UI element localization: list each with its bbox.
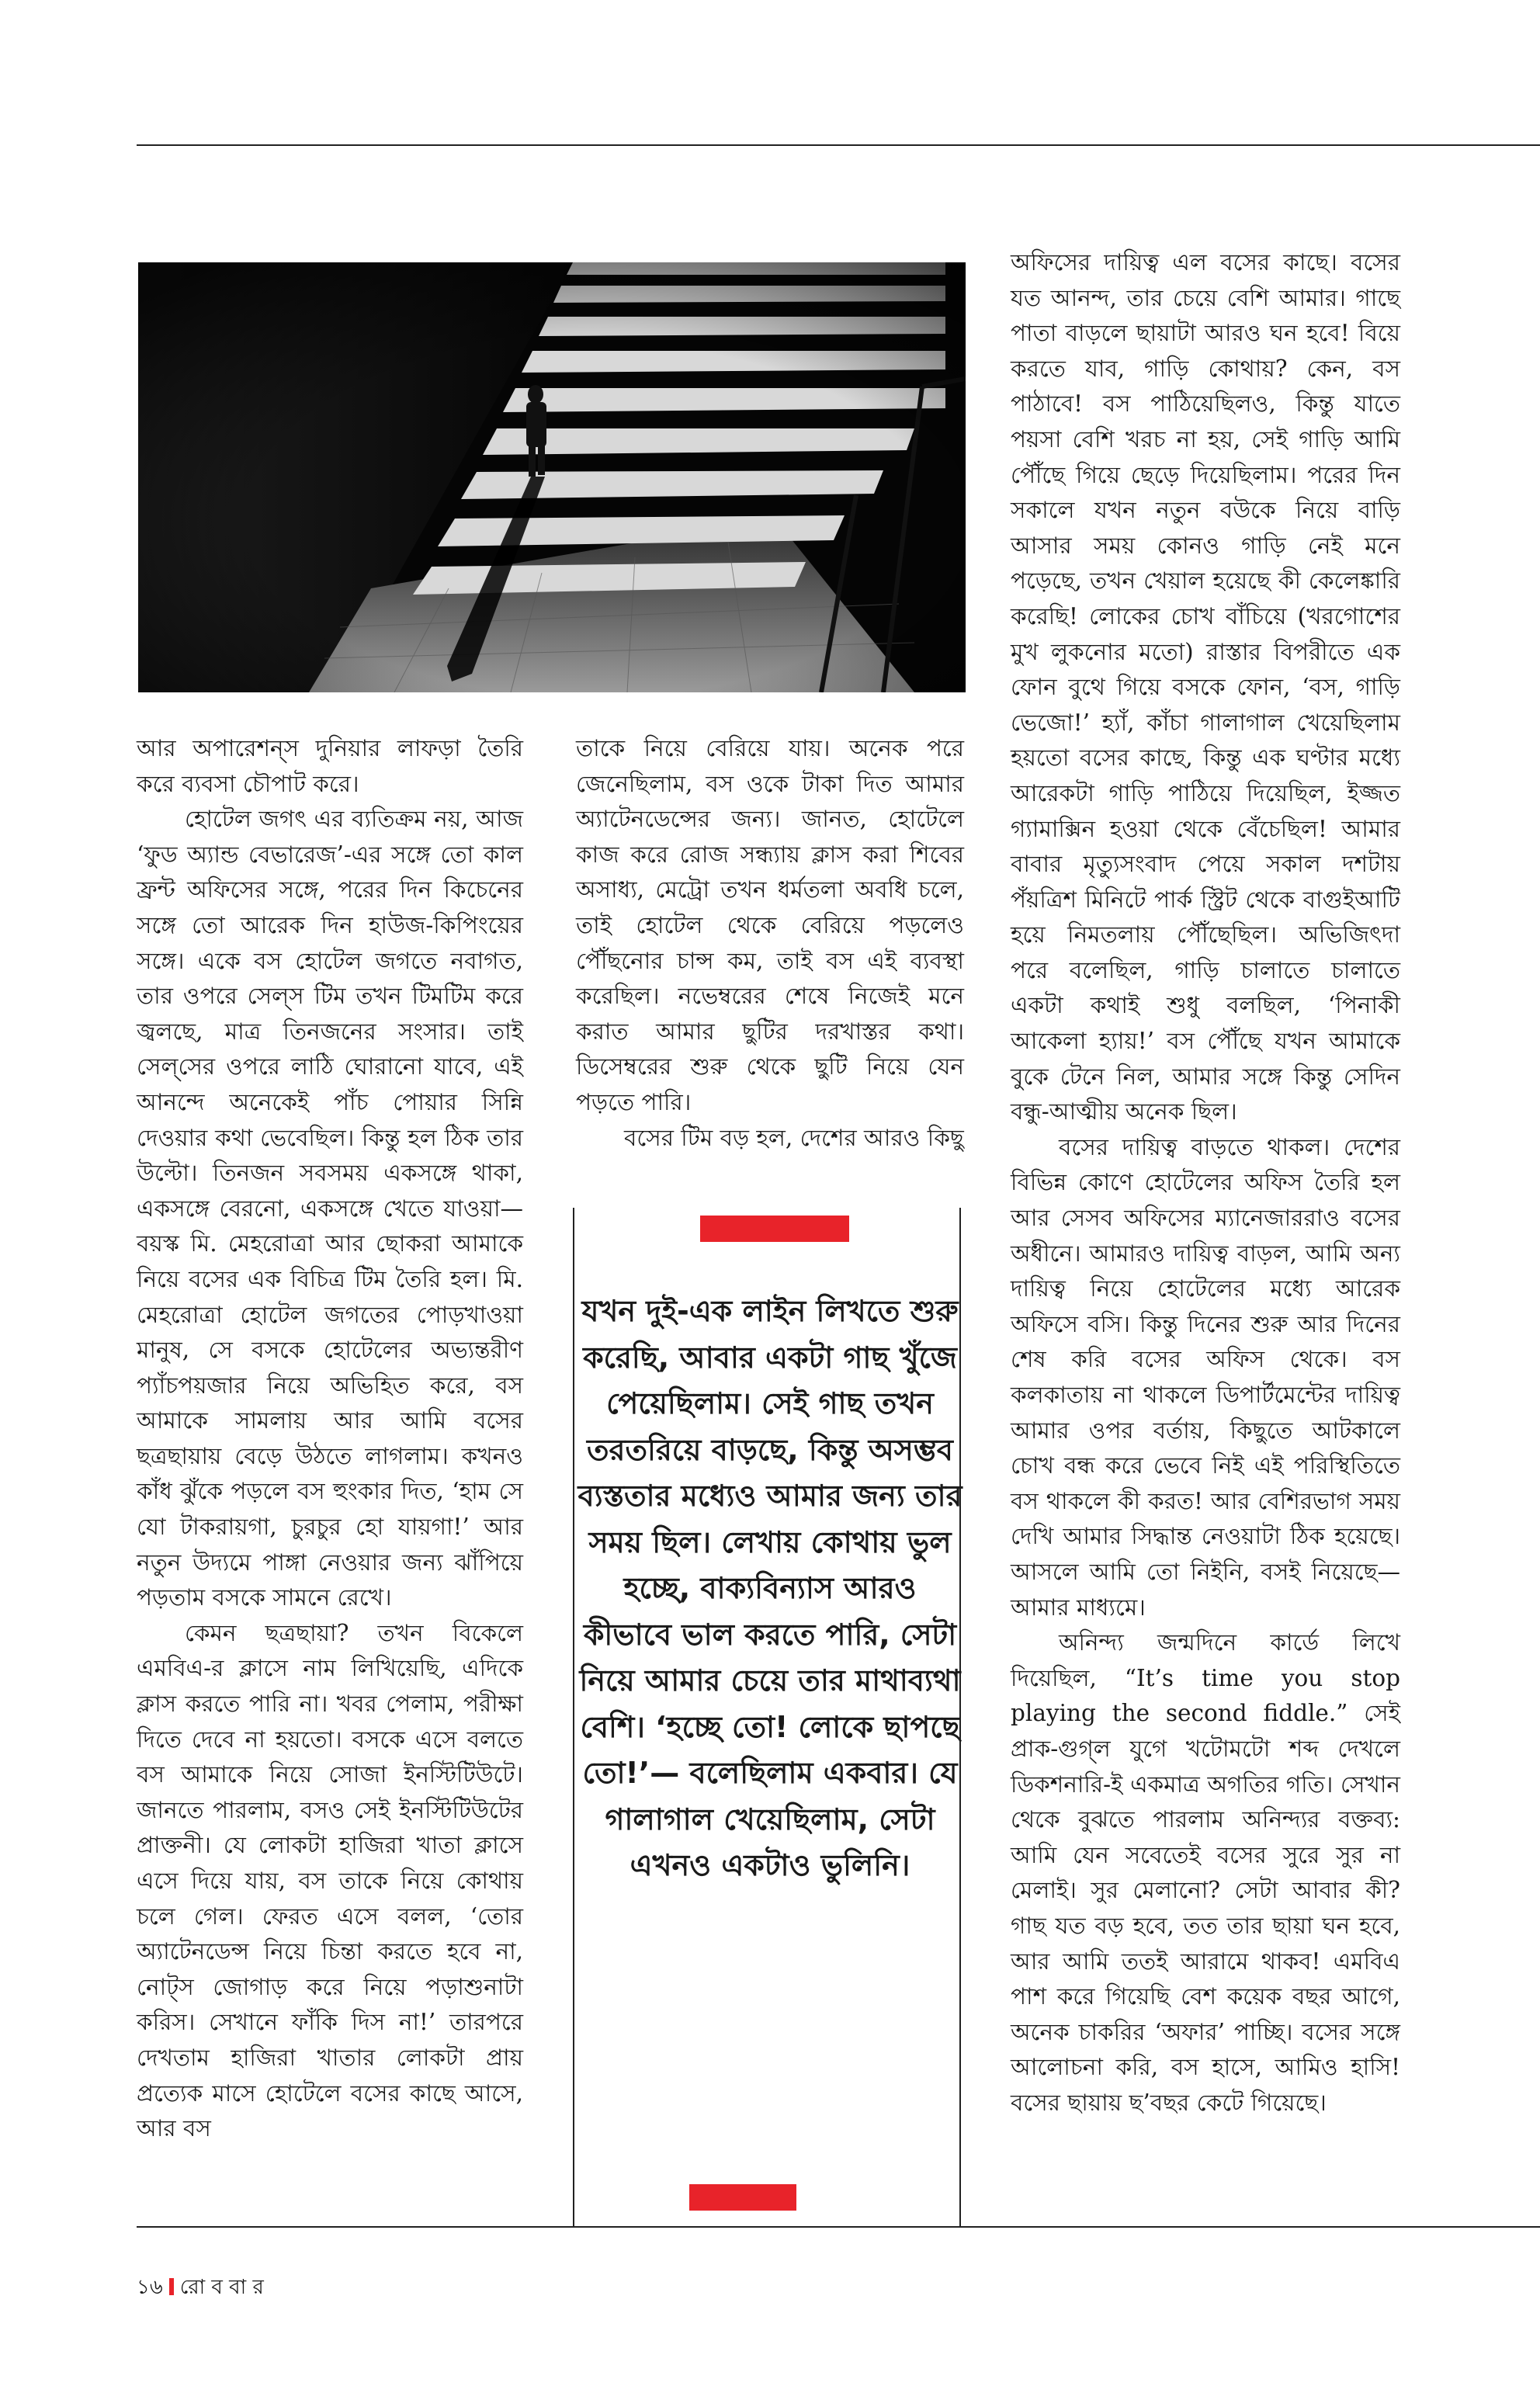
column-1 bbox=[137, 731, 523, 2147]
column-2 bbox=[576, 731, 964, 1156]
column-3 bbox=[1011, 245, 1400, 2121]
pull-quote-left-rule bbox=[573, 1208, 574, 2226]
page-number: ১৬ bbox=[137, 2276, 163, 2299]
column-1-paragraph-2: হোটেল জগৎ এর ব্যতিক্রম নয়, আজ ‘ফুড অ্যান্ড বেভারেজ’-এর সঙ্গে তো কাল ফ্রন্ট অফিসের সঙ্গে, পরের দিন কিচেনের সঙ্গে তো আরেক দিন হাউজ-কিপিংয়ের সঙ্গে। একে বস হোটেল জগতে নবাগত, তার ওপরে সেল্‌স টিম তখন টিমটিম করে জ্বলছে, মাত্র তিনজনের সংসার। তাই সেল্‌সের ওপরে লাঠি ঘোরানো যাবে, এই আনন্দে অনেকেই পাঁচ পোয়ার সিন্নি দেওয়ার কথা ভেবেছিল। কিন্তু হল ঠিক তার উল্টো। তিনজন সবসময় একসঙ্গে থাকা, একসঙ্গে বেরনো, একসঙ্গে খেতে যাওয়া— বয়স্ক মি. মেহরোত্রা আর ছোকরা আমাকে নিয়ে বসের এক বিচিত্র টিম তৈরি হল। মি. মেহরোত্রা হোটেল জগতের পোড়খাওয়া মানুষ, সে বসকে হোটেলের অভ্যন্তরীণ প্যাঁচপয়জার নিয়ে অভিহিত করে, বস আমাকে সামলায় আর আমি বসের ছত্রছায়ায় বেড়ে উঠতে লাগলাম। কখনও কাঁধ ঝুঁকে পড়লে বস হুংকার দিত, ‘হাম সে যো টাকরায়গা, চুরচুর হো যায়গা!’ আর নতুন উদ্যমে পাঙ্গা নেওয়ার জন্য ঝাঁপিয়ে পড়তাম বসকে সামনে রেখে। bbox=[137, 806, 523, 1611]
column-3-paragraph-1: অফিসের দায়িত্ব এল বসের কাছে। বসের যত আনন্দ, তার চেয়ে বেশি আমার। গাছে পাতা বাড়লে ছায়াটা আরও ঘন হবে! বিয়ে করতে যাব, গাড়ি কোথায়? কেন, বস পাঠাবে! বস পাঠিয়েছিলও, কিন্তু যাতে পয়সা বেশি খরচ না হয়, সেই গাড়ি আমি পৌঁছে গিয়ে ছেড়ে দিয়েছিলাম। পরের দিন সকালে যখন নতুন বউকে নিয়ে বাড়ি আসার সময় কোনও গাড়ি নেই মনে পড়েছে, তখন খেয়াল হয়েছে কী কেলেঙ্কারি করেছি! লোকের চোখ বাঁচিয়ে (খরগোশের মুখ লুকনোর মতো) রাস্তার বিপরীতে এক ফোন বুথে গিয়ে বসকে ফোন, ‘বস, গাড়ি ভেজো!’ হ্যাঁ, কাঁচা গালাগাল খেয়েছিলাম হয়তো বসের কাছে, কিন্তু এক ঘণ্টার মধ্যে আরেকটা গাড়ি পাঠিয়ে দিয়েছিল, ইজ্জত গ্যামাক্সিন হওয়া থেকে বেঁচেছিল! আমার বাবার মৃত্যুসংবাদ পেয়ে সকাল দশটায় পঁয়ত্রিশ মিনিটে পার্ক স্ট্রিট থেকে বাগুইআটি হয়ে নিমতলায় পৌঁছেছিল। অভিজিৎদা পরে বলেছিল, গাড়ি চালাতে চালাতে একটা কথাই শুধু বলছিল, ‘পিনাকী আকেলা হ্যায়!’ বস পৌঁছে যখন আমাকে বুকে টেনে নিল, আমার সঙ্গে কিন্তু সেদিন বন্ধু-আত্মীয় অনেক ছিল। bbox=[1011, 249, 1400, 1125]
column-2-paragraph-1: তাকে নিয়ে বেরিয়ে যায়। অনেক পরে জেনেছিলাম, বস ওকে টাকা দিত আমার অ্যাটেনডেন্সের জন্য। জানত, হোটেলে কাজ করে রোজ সন্ধ্যায় ক্লাস করা শিবের অসাধ্য, মেট্রো তখন ধর্মতলা অবধি চলে, তাই হোটেল থেকে বেরিয়ে পড়লেও পৌঁছনোর চান্স কম, তাই বস এই ব্যবস্থা করেছিল। নভেম্বরের শেষে নিজেই মনে করাত আমার ছুটির দরখাস্তর কথা। ডিসেম্বরের শুরু থেকে ছুটি নিয়ে যেন পড়তে পারি। bbox=[576, 735, 964, 1115]
column-1-paragraph-3: কেমন ছত্রছায়া? তখন বিকেলে এমবিএ-র ক্লাসে নাম লিখিয়েছি, এদিকে ক্লাস করতে পারি না। খবর পেলাম, পরীক্ষা দিতে দেবে না হয়তো। বসকে এসে বলতে বস আমাকে নিয়ে সোজা ইনস্টিটিউটে। জানতে পারলাম, বসও সেই ইনস্টিটিউটের প্রাক্তনী। যে লোকটা হাজিরা খাতা ক্লাসে এসে দিয়ে যায়, বস তাকে নিয়ে কোথায় চলে গেল। ফেরত এসে বলল, ‘তোর অ্যাটেনডেন্স নিয়ে চিন্তা করতে হবে না, নোট্‌স জোগাড় করে নিয়ে পড়াশুনাটা করিস। সেখানে ফাঁকি দিস না!’ তারপরে দেখতাম হাজিরা খাতার লোকটা প্রায় প্রত্যেক মাসে হোটেলে বসের কাছে আসে, আর বস bbox=[137, 1619, 523, 2142]
footer-separator bbox=[169, 2278, 174, 2295]
staircase-photo bbox=[138, 262, 966, 692]
page-footer bbox=[137, 2271, 264, 2305]
column-3-paragraph-2: বসের দায়িত্ব বাড়তে থাকল। দেশের বিভিন্ন কোণে হোটেলের অফিস তৈরি হল আর সেসব অফিসের ম্যানেজাররাও বসের অধীনে। আমারও দায়িত্ব বাড়ল, আমি অন্য দায়িত্ব নিয়ে হোটেলের মধ্যে আরেক অফিসে বসি। কিন্তু দিনের শুরু আর দিনের শেষ করি বসের অফিস থেকে। বস কলকাতায় না থাকলে ডিপার্টমেন্টের দায়িত্ব আমার ওপর বর্তায়, কিছুতে আটকালে চোখ বন্ধ করে ভেবে নিই এই পরিস্থিতিতে বস থাকলে কী করত! আর বেশিরভাগ সময় দেখি আমার সিদ্ধান্ত নেওয়াটা ঠিক হয়েছে। আসলে আমি তো নিইনি, বসই নিয়েছে— আমার মাধ্যমে। bbox=[1011, 1133, 1400, 1621]
pull-quote-bottom-bar bbox=[689, 2184, 796, 2211]
column-1-paragraph-1: আর অপারেশন্‌স দুনিয়ার লাফড়া তৈরি করে ব্যবসা চৌপাট করে। bbox=[137, 735, 523, 797]
pull-quote bbox=[576, 1216, 964, 2226]
pull-quote-text: যখন দুই-এক লাইন লিখতে শুরু করেছি, আবার একটা গাছ খুঁজে পেয়েছিলাম। সেই গাছ তখন তরতরিয়ে বাড়ছে, কিন্তু অসম্ভব ব্যস্ততার মধ্যেও আমার জন্য তার সময় ছিল। লেখায় কোথায় ভুল হচ্ছে, বাক্যবিন্যাস আরও কীভাবে ভাল করতে পারি, সেটা নিয়ে আমার চেয়ে তার মাথাব্যথা বেশি। ‘হচ্ছে তো! লোকে ছাপছে তো!’— বলেছিলাম একবার। যে গালাগাল খেয়েছিলাম, সেটা এখনও একটাও ভুলিনি। bbox=[578, 1294, 962, 1882]
bottom-rule bbox=[137, 2226, 1540, 2228]
magazine-name: রো ব বা র bbox=[179, 2276, 264, 2299]
column-2-paragraph-2: বসের টিম বড় হল, দেশের আরও কিছু bbox=[623, 1124, 964, 1151]
top-rule bbox=[137, 144, 1540, 146]
pull-quote-top-bar bbox=[700, 1216, 849, 1242]
column-3-paragraph-3: অনিন্দ্য জন্মদিনে কার্ডে লিখে দিয়েছিল, “It’s time you stop playing the second fiddle.” সেই প্রাক-গুগ্‌ল যুগে খটোমটো শব্দ দেখলে ডিকশনারি-ই একমাত্র অগতির গতি। সেখান থেকে বুঝতে পারলাম অনিন্দ্যর বক্তব্য: আমি যেন সবেতেই বসের সুরে সুর না মেলাই। সুর মেলানো? সেটা আবার কী? গাছ যত বড় হবে, তত তার ছায়া ঘন হবে, আর আমি ততই আরামে থাকব! এমবিএ পাশ করে গিয়েছি বেশ কয়েক বছর আগে, অনেক চাকরির ‘অফার’ পাচ্ছি। বসের সঙ্গে আলোচনা করি, বস হাসে, আমিও হাসি! বসের ছায়ায় ছ’বছর কেটে গিয়েছে। bbox=[1011, 1629, 1400, 2116]
